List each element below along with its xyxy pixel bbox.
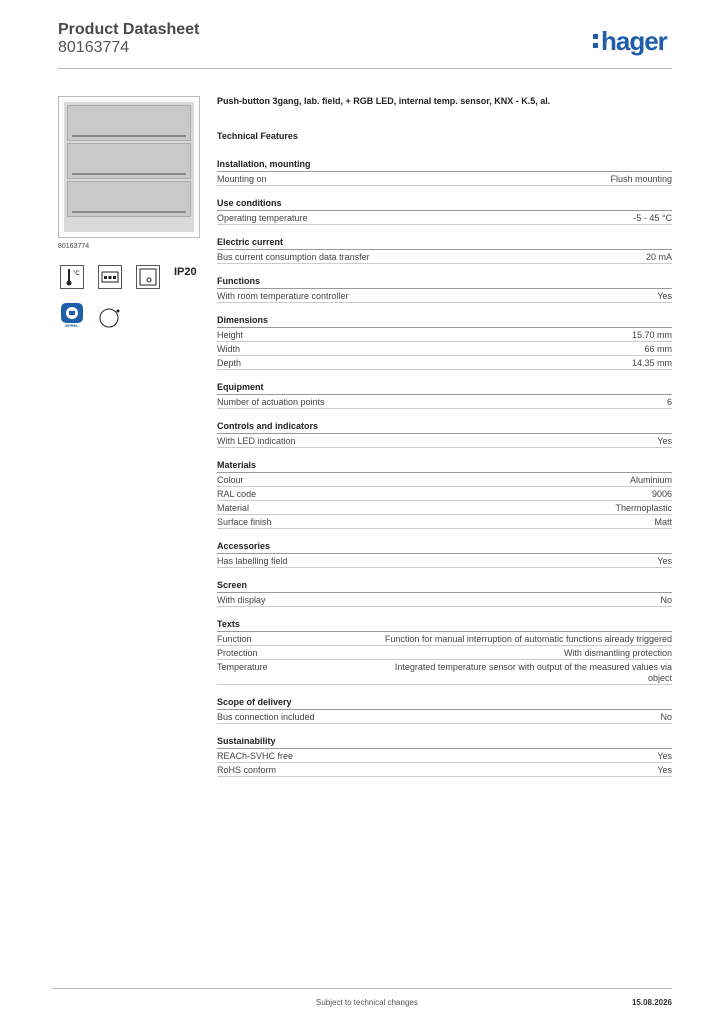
section-title: Equipment <box>217 380 672 395</box>
image-caption: 80163774 <box>58 243 90 250</box>
feature-label: With display <box>217 595 266 605</box>
feature-section <box>217 235 672 264</box>
section-title: Texts <box>217 617 672 632</box>
feature-label: Has labelling field <box>217 556 288 566</box>
feature-section <box>217 695 672 724</box>
feature-label: Operating temperature <box>217 213 308 223</box>
feature-label: Protection <box>217 648 258 658</box>
feature-value: No <box>660 595 672 605</box>
svg-text:°C: °C <box>73 271 80 277</box>
feature-label: Material <box>217 503 250 513</box>
section-title: Screen <box>217 578 672 593</box>
logo-dots-icon <box>593 28 599 54</box>
feature-value: 9006 <box>651 489 672 499</box>
feature-row <box>217 473 672 487</box>
feature-value: Yes <box>657 765 672 775</box>
display-module-icon <box>98 265 122 289</box>
feature-row <box>217 710 672 724</box>
feature-section <box>217 380 672 409</box>
section-title: Sustainability <box>217 734 672 749</box>
feature-row <box>217 554 672 568</box>
feature-row <box>217 395 672 409</box>
footer-divider <box>52 988 672 989</box>
feature-value: 20 mA <box>645 252 672 262</box>
feature-row <box>217 328 672 342</box>
feature-value: Yes <box>657 436 672 446</box>
feature-value: 6 <box>666 397 672 407</box>
feature-value: Matt <box>654 517 672 527</box>
eprel-icon <box>60 303 84 329</box>
feature-row <box>217 646 672 660</box>
feature-value: Integrated temperature sensor with output of the measured values via object <box>394 662 672 683</box>
feature-value: Function for manual interruption of automatic functions already triggered <box>384 634 672 644</box>
header-divider <box>58 68 672 69</box>
feature-section <box>217 578 672 607</box>
feature-row <box>217 515 672 529</box>
feature-value: 15.70 mm <box>631 330 672 340</box>
rocker-2 <box>67 143 191 179</box>
feature-label: Bus current consumption data transfer <box>217 252 370 262</box>
feature-label: Colour <box>217 475 244 485</box>
feature-value: Yes <box>657 291 672 301</box>
feature-row <box>217 172 672 186</box>
feature-section <box>217 419 672 448</box>
section-title: Accessories <box>217 539 672 554</box>
section-title: Functions <box>217 274 672 289</box>
feature-section <box>217 539 672 568</box>
feature-label: Height <box>217 330 244 340</box>
feature-label: Bus connection included <box>217 712 315 722</box>
feature-label: With LED indication <box>217 436 296 446</box>
feature-label: Surface finish <box>217 517 272 527</box>
product-image <box>58 96 200 238</box>
feature-label: Function <box>217 634 252 644</box>
section-title: Electric current <box>217 235 672 250</box>
feature-row <box>217 763 672 777</box>
feature-value: Flush mounting <box>610 174 672 184</box>
feature-section <box>217 458 672 529</box>
feature-label: REACh-SVHC free <box>217 751 294 761</box>
feature-label: RoHS conform <box>217 765 277 775</box>
eprel-label: EPREL <box>65 323 79 328</box>
feature-sections <box>217 157 672 777</box>
feature-label: Depth <box>217 358 242 368</box>
rotation-knob-icon <box>98 305 122 329</box>
feature-section <box>217 196 672 225</box>
feature-value: Thermoplastic <box>615 503 672 513</box>
ip20-label: IP20 <box>174 266 197 278</box>
footer-note: Subject to technical changes <box>316 998 418 1007</box>
feature-row <box>217 660 672 685</box>
feature-row <box>217 749 672 763</box>
feature-value: -5 - 45 °C <box>633 213 672 223</box>
feature-row <box>217 342 672 356</box>
sensor-module-icon <box>136 265 160 289</box>
feature-row <box>217 632 672 646</box>
feature-value: Yes <box>657 751 672 761</box>
feature-value: No <box>660 712 672 722</box>
footer-date: 15.08.2026 <box>631 998 672 1007</box>
feature-label: Mounting on <box>217 174 267 184</box>
section-title: Dimensions <box>217 313 672 328</box>
thermometer-celsius-icon <box>60 265 84 289</box>
feature-section <box>217 734 672 777</box>
section-title: Installation, mounting <box>217 157 672 172</box>
feature-row <box>217 593 672 607</box>
section-title: Use conditions <box>217 196 672 211</box>
technical-features-title: Technical Features <box>217 131 298 141</box>
product-number: 80163774 <box>58 39 130 56</box>
feature-row <box>217 250 672 264</box>
feature-label: With room temperature controller <box>217 291 349 301</box>
feature-value: 66 mm <box>644 344 672 354</box>
feature-section <box>217 157 672 186</box>
feature-value: With dismantling protection <box>563 648 672 658</box>
page-title: Product Datasheet <box>58 21 200 38</box>
feature-section <box>217 274 672 303</box>
feature-value: Aluminium <box>629 475 672 485</box>
feature-row <box>217 501 672 515</box>
feature-row <box>217 434 672 448</box>
feature-row <box>217 356 672 370</box>
feature-label: Temperature <box>217 662 268 672</box>
feature-label: Number of actuation points <box>217 397 325 407</box>
section-title: Controls and indicators <box>217 419 672 434</box>
feature-row <box>217 487 672 501</box>
feature-label: Width <box>217 344 241 354</box>
feature-value: 14.35 mm <box>631 358 672 368</box>
section-title: Scope of delivery <box>217 695 672 710</box>
logo-text: hager <box>601 26 667 56</box>
hager-logo <box>593 28 667 54</box>
feature-label: RAL code <box>217 489 257 499</box>
rocker-3 <box>67 181 191 217</box>
rocker-1 <box>67 105 191 141</box>
section-title: Materials <box>217 458 672 473</box>
push-button-plate <box>64 102 194 232</box>
feature-row <box>217 211 672 225</box>
feature-section <box>217 617 672 685</box>
feature-section <box>217 313 672 370</box>
feature-row <box>217 289 672 303</box>
product-description: Push-button 3gang, lab. field, + RGB LED, internal temp. sensor, KNX - K.5, al. <box>217 96 551 106</box>
feature-value: Yes <box>657 556 672 566</box>
technical-content <box>217 96 672 787</box>
